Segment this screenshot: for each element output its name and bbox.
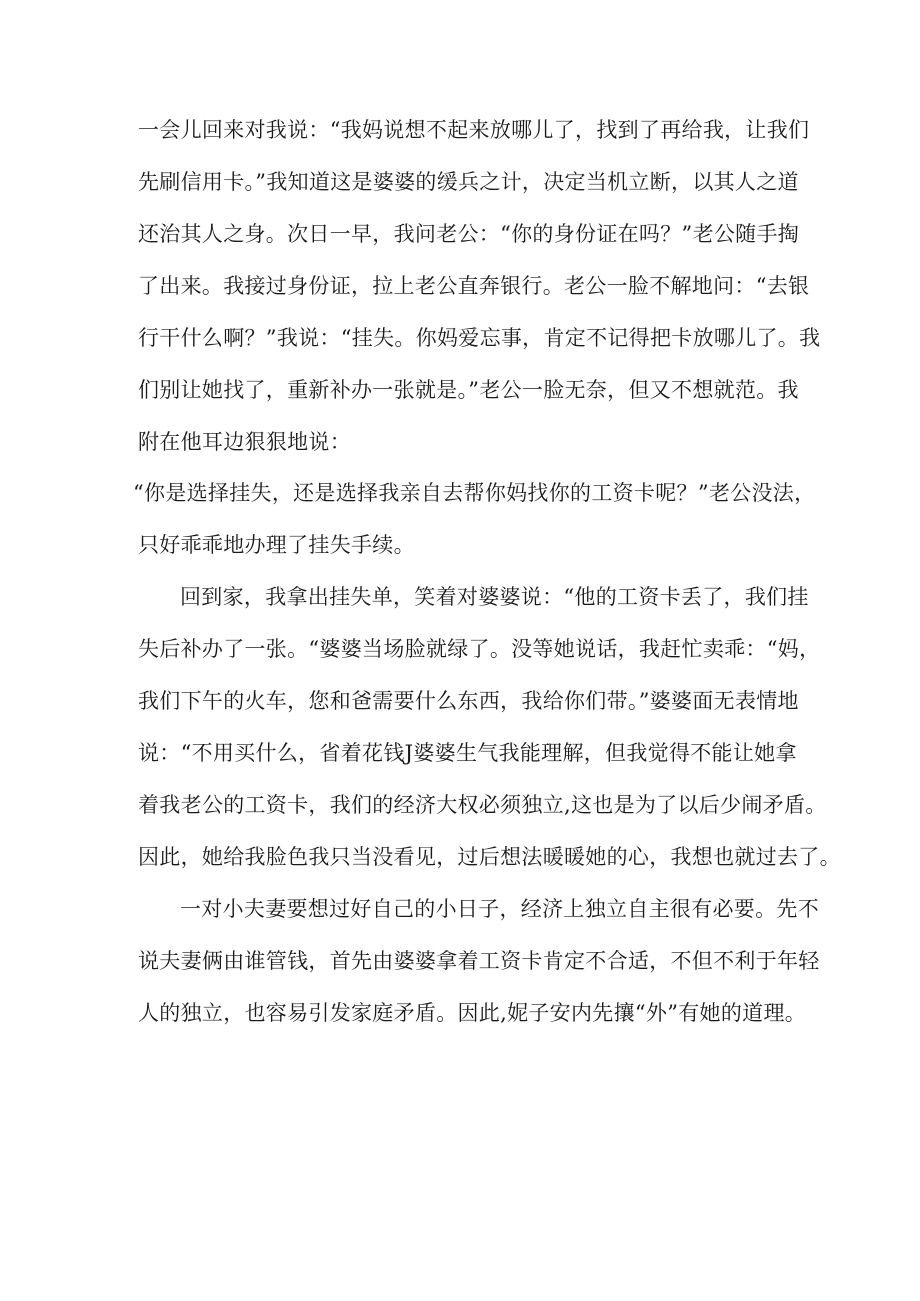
text-line: 先刷信用卡。”我知道这是婆婆的缓兵之计，决定当机立断，以其人之道 [138, 170, 799, 194]
text-line: 了出来。我接过身份证，拉上老公直奔银行。老公一脸不解地问：“去银 [138, 274, 810, 298]
text-line: 说夫妻俩由谁管钱，首先由婆婆拿着工资卡肯定不合适，不但不利于年轻 [138, 949, 820, 973]
text-line: 只好乖乖地办理了挂失手续。 [138, 533, 415, 557]
text-line: 说：“不用买什么，省着花钱J婆婆生气我能理解，但我觉得不能让她拿 [138, 741, 797, 765]
text-line: 失后补办了一张。“婆婆当场脸就绿了。没等她说话，我赶忙卖乖：“妈， [138, 637, 821, 661]
text-line: 附在他耳边狠狠地说： [138, 430, 351, 454]
text-line: 着我老公的工资卡，我们的经济大权必须独立,这也是为了以后少闹矛盾。 [138, 793, 827, 817]
text-line: 一会儿回来对我说：“我妈说想不起来放哪儿了，找到了再给我，让我们 [138, 118, 810, 142]
text-line: 还治其人之身。次日一早，我问老公：“你的身份证在吗？”老公随手掏 [138, 222, 800, 246]
text-line: 人的独立，也容易引发家庭矛盾。因此,妮子安内先攘“外”有她的道理。 [138, 1001, 807, 1025]
text-line: 我们下午的火车，您和爸需要什么东西，我给你们带。”婆婆面无表情地 [138, 689, 799, 713]
text-line: 因此，她给我脸色我只当没看见，过后想法暖暖她的心，我想也就过去了。 [138, 845, 841, 869]
text-line: 回到家，我拿出挂失单，笑着对婆婆说：“他的工资卡丢了，我们挂 [180, 585, 809, 609]
text-line: 一对小夫妻要想过好自己的小日子，经济上独立自主很有必要。先不 [180, 897, 819, 921]
text-line: 们别让她找了，重新补办一张就是。”老公一脸无奈，但又不想就范。我 [138, 378, 799, 402]
text-line: “你是选择挂失，还是选择我亲自去帮你妈找你的工资卡呢？”老公没法， [133, 481, 816, 505]
text-line: 行干什么啊？”我说：“挂失。你妈爱忘事，肯定不记得把卡放哪儿了。我 [138, 326, 821, 350]
